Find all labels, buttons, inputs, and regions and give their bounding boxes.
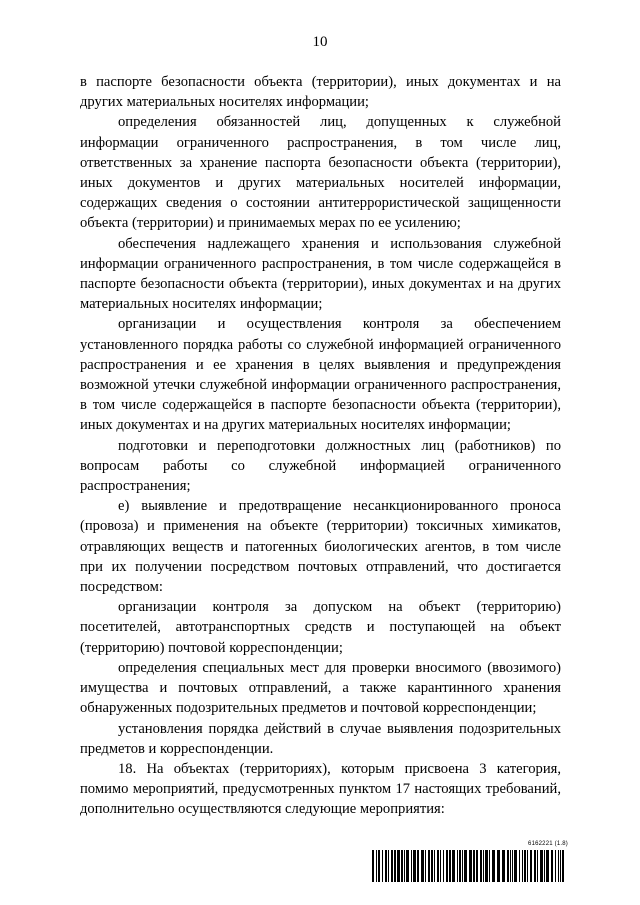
paragraph: определения специальных мест для проверки вносимого (ввозимого) имущества и почтовых отправлений, а также карантинного хранения обнаруженных подозрительных предметов и почтовой корреспонденции; bbox=[80, 659, 561, 717]
barcode bbox=[372, 850, 568, 882]
page-number: 10 bbox=[312, 34, 328, 50]
document-code: 6162221 (1.8) bbox=[528, 841, 568, 847]
paragraph: обеспечения надлежащего хранения и использования служебной информации ограниченного распространения, в том числе содержащейся в паспорте безопасности объекта (территории), иных документах и на других материальных носителях информации; bbox=[80, 235, 561, 313]
paragraph: установления порядка действий в случае выявления подозрительных предметов и корреспонденции. bbox=[80, 720, 561, 757]
paragraph: в паспорте безопасности объекта (территории), иных документах и на других материальных носителях информации; bbox=[80, 74, 561, 111]
paragraph: 18. На объектах (территориях), которым присвоена 3 категория, помимо мероприятий, предусмотренных пунктом 17 настоящих требований, дополнительно осуществляются следующие мероприятия: bbox=[80, 760, 561, 818]
paragraph: организации и осуществления контроля за обеспечением установленного порядка работы со служебной информацией ограниченного распространения и ее хранения в целях выявления и предупреждения возможной утечки служебной информации ограниченного распространения, в том числе содержащейся в паспорте безопасности объекта (территории), иных документах и на других материальных носителях информации; bbox=[80, 316, 561, 434]
paragraph: подготовки и переподготовки должностных лиц (работников) по вопросам работы со служебной информацией ограниченного распространения; bbox=[80, 437, 561, 495]
document-body bbox=[80, 72, 561, 820]
paragraph: е) выявление и предотвращение несанкционированного проноса (провоза) и применения на объекте (территории) токсичных химикатов, отравляющих веществ и патогенных биологических агентов, в том числе при их получении посредством почтовых отправлений, что достигается посредством: bbox=[80, 498, 561, 596]
paragraph: определения обязанностей лиц, допущенных к служебной информации ограниченного распространения, в том числе лиц, ответственных за хранение паспорта безопасности объекта (территории), иных документов и других материальных носителей информации, содержащих сведения о состоянии антитеррористической защищенности объекта (территории) и принимаемых мерах по ее усилению; bbox=[80, 114, 561, 232]
paragraph: организации контроля за допуском на объект (территорию) посетителей, автотранспортных средств и поступающей на объект (территорию) почтовой корреспонденции; bbox=[80, 599, 561, 656]
